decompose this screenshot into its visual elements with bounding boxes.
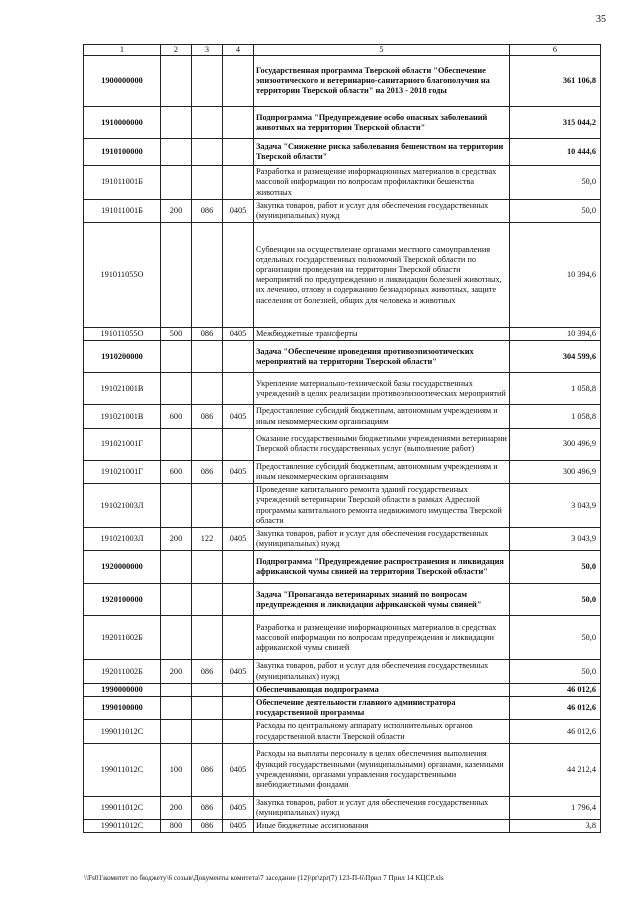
- row-code-cell: 1910100000: [84, 139, 161, 166]
- row-description-cell: Закупка товаров, работ и услуг для обеспечения государственных (муниципальных) нужд: [254, 796, 510, 819]
- row-amount-cell: 46 012,6: [510, 683, 601, 696]
- table-row: [84, 551, 601, 584]
- row-section-cell: 0405: [223, 743, 254, 796]
- row-type-cell: 200: [161, 528, 192, 551]
- row-dept-cell: 086: [192, 199, 223, 222]
- row-description-cell: Задача "Обеспечение проведения противоэпизоотических мероприятий на территории Тверской области": [254, 341, 510, 373]
- column-header: 4: [223, 45, 254, 56]
- row-type-cell: [161, 720, 192, 743]
- row-amount-cell: 3 043,9: [510, 528, 601, 551]
- row-dept-cell: 086: [192, 460, 223, 483]
- row-section-cell: [223, 584, 254, 616]
- row-dept-cell: [192, 373, 223, 405]
- table-row: [84, 428, 601, 460]
- row-amount-cell: 50,0: [510, 199, 601, 222]
- header-row: [84, 45, 601, 56]
- row-code-cell: 191011055О: [84, 223, 161, 328]
- row-type-cell: 200: [161, 796, 192, 819]
- table-row: [84, 341, 601, 373]
- row-section-cell: [223, 683, 254, 696]
- row-amount-cell: 1 058,8: [510, 405, 601, 428]
- column-header: 1: [84, 45, 161, 56]
- row-amount-cell: 3 043,9: [510, 484, 601, 528]
- row-type-cell: [161, 373, 192, 405]
- row-type-cell: 200: [161, 199, 192, 222]
- row-section-cell: [223, 551, 254, 584]
- row-description-cell: Подпрограмма "Предупреждение особо опасных заболеваний животных на территории Тверской области": [254, 107, 510, 139]
- row-amount-cell: 50,0: [510, 584, 601, 616]
- row-description-cell: Государственная программа Тверской области "Обеспечение эпизоотического и ветеринарно-санитарного благополучия на территории Тверской области" на 2013 - 2018 годы: [254, 56, 510, 107]
- row-section-cell: [223, 697, 254, 720]
- page-number: 35: [596, 14, 606, 25]
- row-dept-cell: 086: [192, 743, 223, 796]
- file-path-footer: \\Fs01\комитет по бюджету\6 созыв\Документы комитета\7 заседание (12)\pr\zpr(7) 123-П-6\Прил 7 Прил 14 КЦСР.xls: [84, 874, 444, 882]
- row-amount-cell: 300 496,9: [510, 460, 601, 483]
- row-dept-cell: [192, 341, 223, 373]
- row-description-cell: Закупка товаров, работ и услуг для обеспечения государственных (муниципальных) нужд: [254, 660, 510, 683]
- column-header: 5: [254, 45, 510, 56]
- row-dept-cell: [192, 107, 223, 139]
- table-row: [84, 743, 601, 796]
- row-type-cell: 800: [161, 820, 192, 833]
- row-code-cell: 191021001Г: [84, 460, 161, 483]
- row-type-cell: 200: [161, 660, 192, 683]
- table-row: [84, 107, 601, 139]
- row-description-cell: Закупка товаров, работ и услуг для обеспечения государственных (муниципальных) нужд: [254, 528, 510, 551]
- row-code-cell: 191011055О: [84, 328, 161, 341]
- row-type-cell: [161, 551, 192, 584]
- row-amount-cell: 46 012,6: [510, 697, 601, 720]
- row-dept-cell: [192, 584, 223, 616]
- row-code-cell: 191021003Л: [84, 528, 161, 551]
- row-type-cell: [161, 223, 192, 328]
- row-description-cell: Расходы на выплаты персоналу в целях обеспечения выполнения функций государственными (муниципальными) органами, казенными учреждениями, органами управления государственными внебюджетными фондами: [254, 743, 510, 796]
- row-code-cell: 1920000000: [84, 551, 161, 584]
- row-dept-cell: [192, 683, 223, 696]
- budget-table: [83, 44, 601, 833]
- row-code-cell: 199011012С: [84, 796, 161, 819]
- row-dept-cell: [192, 56, 223, 107]
- row-code-cell: 1900000000: [84, 56, 161, 107]
- row-code-cell: 199011012С: [84, 820, 161, 833]
- row-type-cell: [161, 166, 192, 200]
- row-code-cell: 1920100000: [84, 584, 161, 616]
- row-dept-cell: [192, 720, 223, 743]
- row-dept-cell: 086: [192, 405, 223, 428]
- row-section-cell: 0405: [223, 796, 254, 819]
- table-row: [84, 373, 601, 405]
- row-dept-cell: 086: [192, 820, 223, 833]
- table-row: [84, 697, 601, 720]
- row-amount-cell: 1 796,4: [510, 796, 601, 819]
- table-row: [84, 683, 601, 696]
- row-description-cell: Задача "Пропаганда ветеринарных знаний по вопросам предупреждения и ликвидации африканской чумы свиней": [254, 584, 510, 616]
- row-description-cell: Оказание государственными бюджетными учреждениями ветеринарии Тверской области государственных услуг (выполнение работ): [254, 428, 510, 460]
- row-code-cell: 199011012С: [84, 720, 161, 743]
- table-row: [84, 616, 601, 660]
- row-dept-cell: 122: [192, 528, 223, 551]
- row-type-cell: 500: [161, 328, 192, 341]
- row-section-cell: 0405: [223, 660, 254, 683]
- row-section-cell: [223, 107, 254, 139]
- row-amount-cell: 50,0: [510, 166, 601, 200]
- row-description-cell: Разработка и размещение информационных материалов в средствах массовой информации по вопросам профилактики бешенства животных: [254, 166, 510, 200]
- row-type-cell: 100: [161, 743, 192, 796]
- row-description-cell: Предоставление субсидий бюджетным, автономным учреждениям и иным некоммерческим организациям: [254, 405, 510, 428]
- row-amount-cell: 10 394,6: [510, 223, 601, 328]
- table-row: [84, 528, 601, 551]
- row-dept-cell: 086: [192, 328, 223, 341]
- row-amount-cell: 361 106,8: [510, 56, 601, 107]
- row-section-cell: [223, 484, 254, 528]
- table-row: [84, 796, 601, 819]
- row-code-cell: 192011002Б: [84, 616, 161, 660]
- table-row: [84, 720, 601, 743]
- table-row: [84, 484, 601, 528]
- row-section-cell: 0405: [223, 199, 254, 222]
- row-description-cell: Предоставление субсидий бюджетным, автономным учреждениям и иным некоммерческим организациям: [254, 460, 510, 483]
- row-type-cell: 600: [161, 405, 192, 428]
- row-type-cell: [161, 428, 192, 460]
- column-header: 6: [510, 45, 601, 56]
- row-type-cell: [161, 139, 192, 166]
- row-code-cell: 1990000000: [84, 683, 161, 696]
- row-description-cell: Обеспечивающая подпрограмма: [254, 683, 510, 696]
- row-description-cell: Подпрограмма "Предупреждение распространения и ликвидация африканской чумы свиней на территории Тверской области": [254, 551, 510, 584]
- row-dept-cell: [192, 697, 223, 720]
- row-dept-cell: 086: [192, 660, 223, 683]
- table-row: [84, 166, 601, 200]
- row-dept-cell: [192, 428, 223, 460]
- row-amount-cell: 44 212,4: [510, 743, 601, 796]
- table-row: [84, 328, 601, 341]
- row-section-cell: [223, 341, 254, 373]
- table-row: [84, 820, 601, 833]
- row-type-cell: 600: [161, 460, 192, 483]
- row-type-cell: [161, 616, 192, 660]
- row-section-cell: [223, 373, 254, 405]
- row-description-cell: Обеспечение деятельности главного администратора государственной программы: [254, 697, 510, 720]
- row-dept-cell: [192, 223, 223, 328]
- row-section-cell: [223, 616, 254, 660]
- row-code-cell: 191021003Л: [84, 484, 161, 528]
- row-section-cell: 0405: [223, 528, 254, 551]
- row-type-cell: [161, 56, 192, 107]
- row-description-cell: Межбюджетные трансферты: [254, 328, 510, 341]
- row-dept-cell: [192, 551, 223, 584]
- table-row: [84, 660, 601, 683]
- row-type-cell: [161, 683, 192, 696]
- column-header: 2: [161, 45, 192, 56]
- row-code-cell: 192011002Б: [84, 660, 161, 683]
- row-code-cell: 199011012С: [84, 743, 161, 796]
- row-section-cell: [223, 166, 254, 200]
- row-type-cell: [161, 484, 192, 528]
- row-dept-cell: [192, 616, 223, 660]
- row-dept-cell: [192, 484, 223, 528]
- row-section-cell: 0405: [223, 820, 254, 833]
- row-dept-cell: [192, 139, 223, 166]
- table-row: [84, 223, 601, 328]
- row-code-cell: 1910000000: [84, 107, 161, 139]
- row-description-cell: Проведение капитального ремонта зданий государственных учреждений ветеринарии Тверской области в рамках Адресной программы капитального ремонта недвижимого имущества Тверской области: [254, 484, 510, 528]
- row-code-cell: 191021001Г: [84, 428, 161, 460]
- row-amount-cell: 304 599,6: [510, 341, 601, 373]
- row-dept-cell: [192, 166, 223, 200]
- table-row: [84, 139, 601, 166]
- row-section-cell: 0405: [223, 460, 254, 483]
- row-section-cell: [223, 139, 254, 166]
- row-description-cell: Задача "Снижение риска заболевания бешенством на территории Тверской области": [254, 139, 510, 166]
- table-row: [84, 460, 601, 483]
- row-description-cell: Субвенции на осуществление органами местного самоуправления отдельных государственных полномочий Тверской области по организации проведения на территории Тверской области мероприятий по предупреждению и ликвидации болезней животных, их лечению, отлову и содержанию безнадзорных животных, защите населения от болезней, общих для человека и животных: [254, 223, 510, 328]
- row-type-cell: [161, 584, 192, 616]
- row-section-cell: 0405: [223, 405, 254, 428]
- row-description-cell: Иные бюджетные ассигнования: [254, 820, 510, 833]
- row-description-cell: Укрепление материально-технической базы государственных учреждений в целях реализации противоэпизоотических мероприятий: [254, 373, 510, 405]
- column-header: 3: [192, 45, 223, 56]
- row-amount-cell: 300 496,9: [510, 428, 601, 460]
- row-description-cell: Разработка и размещение информационных материалов в средствах массовой информации по вопросам предупреждения и ликвидации африканской чумы свиней: [254, 616, 510, 660]
- row-section-cell: [223, 223, 254, 328]
- row-section-cell: 0405: [223, 328, 254, 341]
- row-amount-cell: 46 012,6: [510, 720, 601, 743]
- table-row: [84, 56, 601, 107]
- row-section-cell: [223, 428, 254, 460]
- row-description-cell: Закупка товаров, работ и услуг для обеспечения государственных (муниципальных) нужд: [254, 199, 510, 222]
- row-amount-cell: 1 058,8: [510, 373, 601, 405]
- row-type-cell: [161, 107, 192, 139]
- row-amount-cell: 315 044,2: [510, 107, 601, 139]
- row-code-cell: 191011001Б: [84, 166, 161, 200]
- row-amount-cell: 3,8: [510, 820, 601, 833]
- row-amount-cell: 10 394,6: [510, 328, 601, 341]
- row-code-cell: 1990100000: [84, 697, 161, 720]
- row-section-cell: [223, 720, 254, 743]
- row-type-cell: [161, 341, 192, 373]
- row-code-cell: 191021001В: [84, 405, 161, 428]
- table-row: [84, 405, 601, 428]
- row-amount-cell: 10 444,6: [510, 139, 601, 166]
- row-type-cell: [161, 697, 192, 720]
- row-amount-cell: 50,0: [510, 616, 601, 660]
- table-row: [84, 199, 601, 222]
- row-code-cell: 191011001Б: [84, 199, 161, 222]
- table-row: [84, 584, 601, 616]
- row-code-cell: 191021001В: [84, 373, 161, 405]
- row-code-cell: 1910200000: [84, 341, 161, 373]
- row-description-cell: Расходы по центральному аппарату исполнительных органов государственной власти Тверской области: [254, 720, 510, 743]
- row-amount-cell: 50,0: [510, 660, 601, 683]
- row-dept-cell: 086: [192, 796, 223, 819]
- row-amount-cell: 50,0: [510, 551, 601, 584]
- row-section-cell: [223, 56, 254, 107]
